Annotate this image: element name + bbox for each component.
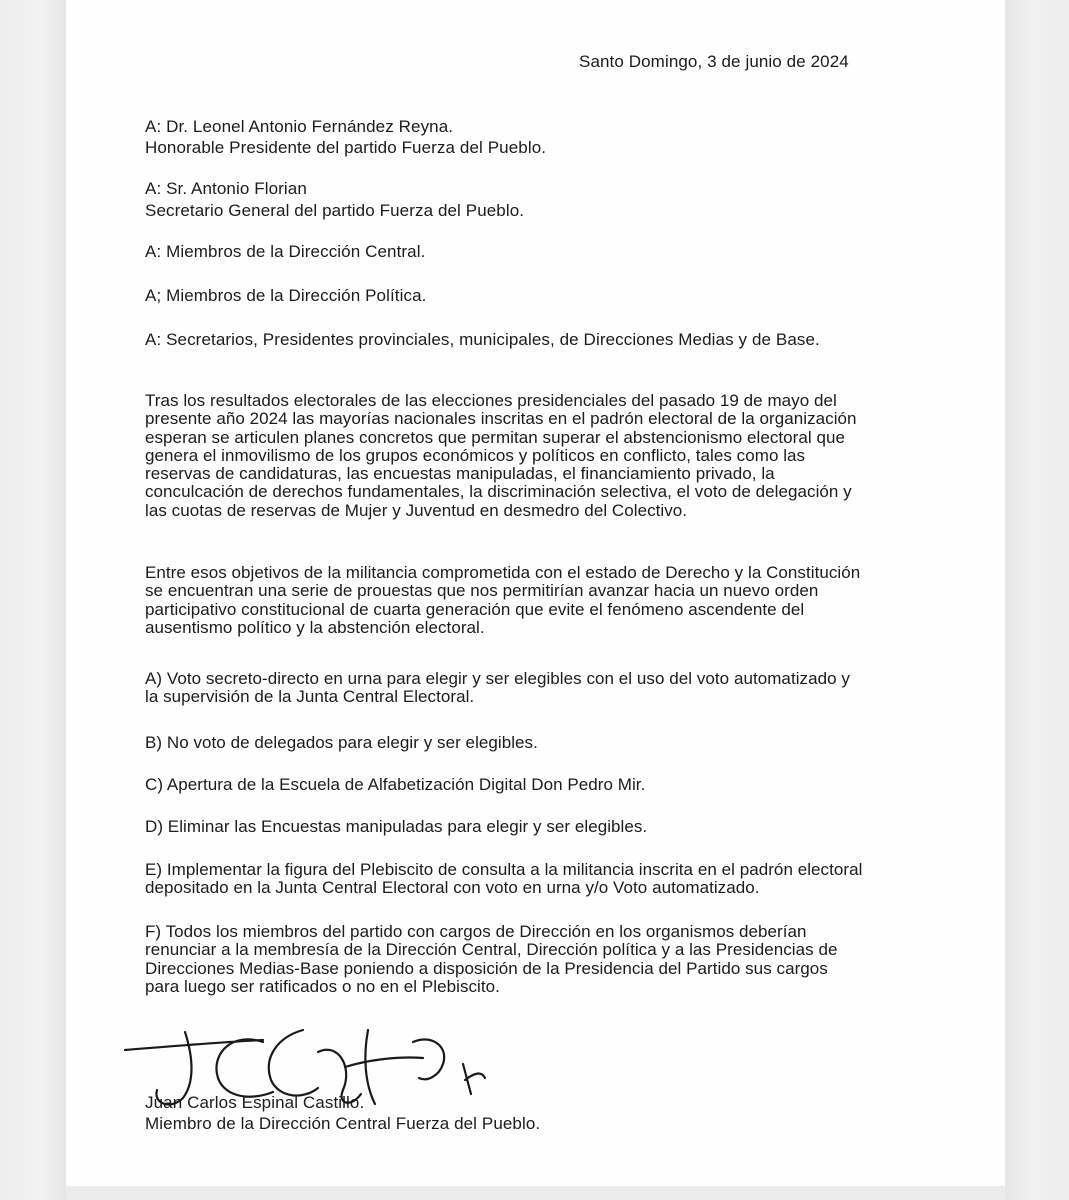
screenshot-frame-bottom	[66, 1186, 1005, 1200]
proposal-f-line: renunciar a la membresía de la Dirección Central, Dirección política y a las Presidencias de	[145, 940, 838, 960]
proposal-b	[145, 734, 538, 752]
proposal-f	[145, 923, 837, 996]
proposal-e-line: depositado en la Junta Central Electoral con voto en urna y/o Voto automatizado.	[145, 878, 760, 898]
proposal-f-line: F) Todos los miembros del partido con cargos de Dirección en los organismos deberían	[145, 922, 807, 941]
proposal-c-line: C) Apertura de la Escuela de Alfabetización Digital Don Pedro Mir.	[145, 775, 646, 794]
objectives-paragraph	[145, 564, 860, 637]
objectives-line: Entre esos objetivos de la militancia comprometida con el estado de Derecho y la Constitución	[145, 563, 861, 582]
intro-line: esperan se articulen planes concretos que permitan superar el abstencionismo electoral que	[145, 427, 846, 447]
objectives-line: participativo constitucional de cuarta generación que evite el fenómeno ascendente del	[145, 599, 805, 619]
recipient-1-name: A: Dr. Leonel Antonio Fernández Reyna.	[145, 117, 454, 136]
proposal-d	[145, 818, 647, 836]
proposal-e-line: E) Implementar la figura del Plebiscito de consulta a la militancia inscrita en el padrón electoral	[145, 860, 863, 879]
recipient-2-name: A: Sr. Antonio Florian	[145, 179, 307, 198]
proposal-f-line: Direcciones Medias-Base poniendo a disposición de la Presidencia del Partido sus cargos	[145, 958, 828, 978]
proposal-a-line: la supervisión de la Junta Central Electoral.	[145, 687, 475, 707]
objectives-line: ausentismo político y la abstención electoral.	[145, 617, 485, 637]
recipient-2-title: Secretario General del partido Fuerza del Pueblo.	[145, 201, 525, 220]
letter-date: Santo Domingo, 3 de junio de 2024	[579, 52, 849, 71]
signatory-title: Miembro de la Dirección Central Fuerza del Pueblo.	[145, 1114, 541, 1133]
proposal-f-line: para luego ser ratificados o no en el Plebiscito.	[145, 976, 500, 996]
intro-line: genera el inmovilismo de los grupos económicos y políticos en conflicto, tales como las	[145, 445, 806, 465]
objectives-line: se encuentran una serie de prouestas que nos permitirían avanzar hacia un nuevo orden	[145, 581, 819, 601]
proposal-b-line: B) No voto de delegados para elegir y ser elegibles.	[145, 733, 538, 752]
recipient-1-title: Honorable Presidente del partido Fuerza del Pueblo.	[145, 138, 547, 157]
intro-line: las cuotas de reservas de Mujer y Juventud en desmedro del Colectivo.	[145, 500, 688, 520]
intro-line: reservas de candidaturas, las encuestas manipuladas, el financiamiento privado, la	[145, 464, 775, 484]
intro-paragraph	[145, 392, 857, 520]
proposal-d-line: D) Eliminar las Encuestas manipuladas para elegir y ser elegibles.	[145, 817, 648, 836]
screenshot-frame-left	[0, 0, 66, 1200]
intro-line: presente año 2024 las mayorías nacionales inscritas en el padrón electoral de la organización	[145, 409, 857, 429]
recipient-3: A: Miembros de la Dirección Central.	[145, 242, 426, 261]
proposal-a-line: A) Voto secreto-directo en urna para elegir y ser elegibles con el uso del voto automatizado y	[145, 669, 850, 688]
intro-line: Tras los resultados electorales de las elecciones presidenciales del pasado 19 de mayo del	[145, 391, 837, 410]
intro-line: conculcación de derechos fundamentales, la discriminación selectiva, el voto de delegación y	[145, 482, 852, 502]
screenshot-frame-right	[1005, 0, 1069, 1200]
proposal-c	[145, 776, 645, 794]
proposal-e	[145, 861, 862, 898]
signatory-name: Juan Carlos Espinal Castillo.	[145, 1093, 365, 1112]
proposal-a	[145, 670, 850, 707]
recipient-5: A: Secretarios, Presidentes provinciales, municipales, de Direcciones Medias y de Base.	[145, 330, 820, 349]
recipient-4: A; Miembros de la Dirección Política.	[145, 286, 427, 305]
